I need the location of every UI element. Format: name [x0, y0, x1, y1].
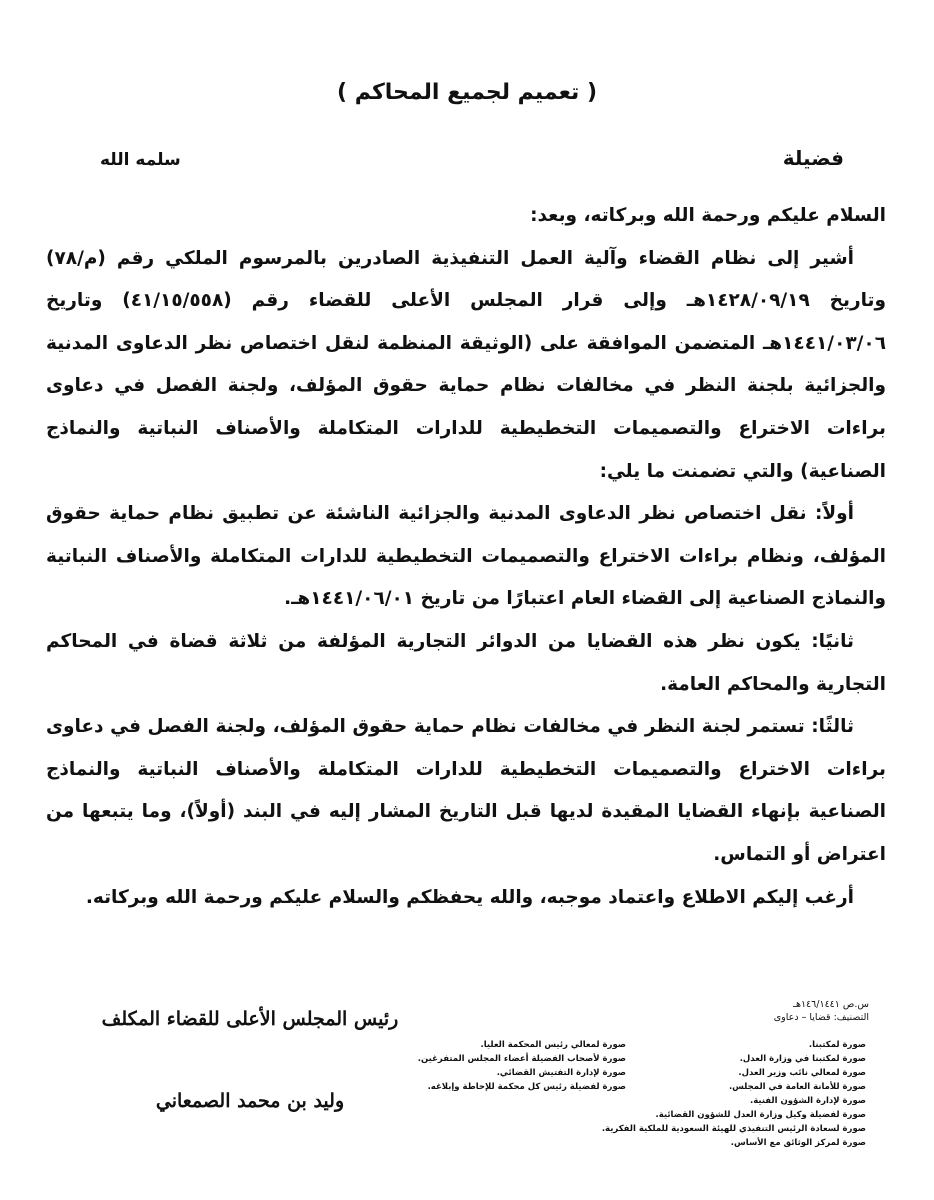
letter-body: [46, 195, 886, 919]
item-third: ثالثًا: تستمر لجنة النظر في مخالفات نظام حماية حقوق المؤلف، ولجنة الفصل في دعاوى براءات الاختراع والتصميمات التخطيطية للدارات المتكاملة والأصناف النباتية والنماذج الصناعية بإنهاء القضايا المقيدة لديها قبل التاريخ المشار إليه في البند (أولاً)، وما يتبعها من اعتراض أو التماس.: [46, 716, 886, 865]
greeting: السلام عليكم ورحمة الله وبركاته، وبعد:: [530, 205, 886, 226]
blessing: سلمه الله: [100, 150, 181, 170]
copy-line: صورة لإدارة الشؤون الفنية.: [749, 1096, 866, 1106]
copy-line: صورة للأمانة العامة في المجلس.: [728, 1082, 866, 1092]
signature-title: رئيس المجلس الأعلى للقضاء المكلف: [101, 1008, 399, 1030]
copy-line: صورة لمكتبنا في وزارة العدل.: [739, 1054, 866, 1064]
copy-line: صورة لأصحاب الفضيلة أعضاء المجلس المتفرغين.: [417, 1054, 626, 1064]
addressee: فضيلة: [782, 146, 844, 170]
item-second: ثانيًا: يكون نظر هذه القضايا من الدوائر التجارية المؤلفة من ثلاثة قضاة في المحاكم التجارية والمحاكم العامة.: [46, 630, 886, 695]
copy-line: صورة لسعادة الرئيس التنفيذي للهيئة السعودية للملكية الفكرية.: [601, 1124, 866, 1134]
copy-line: صورة لمعالي نائب وزير العدل.: [738, 1068, 866, 1078]
reference-block: [774, 998, 869, 1024]
reference-number: س.ص ١٤٦/١٤٤١هـ: [793, 999, 869, 1010]
copies-right-column: [602, 1038, 866, 1150]
copies-left-column: [418, 1038, 626, 1094]
item-first: أولاً: نقل اختصاص نظر الدعاوى المدنية والجزائية الناشئة عن تطبيق نظام حماية حقوق المؤلف، ونظام براءات الاختراع والتصميمات التخطيطية للدارات المتكاملة والأصناف النباتية والنماذج الصناعية إلى القضاء العام اعتبارًا من تاريخ ١٤٤١/٠٦/٠١هـ.: [46, 503, 886, 610]
copy-line: صورة لمكتبنا.: [808, 1040, 866, 1050]
copy-line: صورة لفضيلة رئيس كل محكمة للإحاطة وإبلاغه.: [427, 1082, 626, 1092]
copy-line: صورة لمركز الوثائق مع الأساس.: [730, 1138, 866, 1148]
signature-name: وليد بن محمد الصمعاني: [155, 1090, 345, 1112]
closing-paragraph: أرغب إليكم الاطلاع واعتماد موجبه، والله يحفظكم والسلام عليكم ورحمة الله وبركاته.: [85, 886, 854, 908]
copy-line: صورة لمعالي رئيس المحكمة العليا.: [480, 1040, 626, 1050]
intro-paragraph: أشير إلى نظام القضاء وآلية العمل التنفيذية الصادرين بالمرسوم الملكي رقم (م/٧٨) وتاريخ ١٤٢٨/٠٩/١٩هـ وإلى قرار المجلس الأعلى للقضاء رقم (٤١/١٥/٥٥٨) وتاريخ ١٤٤١/٠٣/٠٦هـ المتضمن الموافقة على (الوثيقة المنظمة لنقل اختصاص نظر الدعاوى المدنية والجزائية بلجنة النظر في مخالفات نظام حماية حقوق المؤلف، ولجنة الفصل في دعاوى براءات الاختراع والتصميمات التخطيطية للدارات المتكاملة والأصناف النباتية والنماذج الصناعية) والتي تضمنت ما يلي:: [46, 247, 887, 482]
copy-line: صورة لفضيلة وكيل وزارة العدل للشؤون القضائية.: [655, 1110, 866, 1120]
document-title: ( تعميم لجميع المحاكم ): [337, 80, 597, 105]
classification: التصنيف: قضايا – دعاوى: [773, 1012, 869, 1023]
copy-line: صورة لإدارة التفتيش القضائي.: [496, 1068, 626, 1078]
